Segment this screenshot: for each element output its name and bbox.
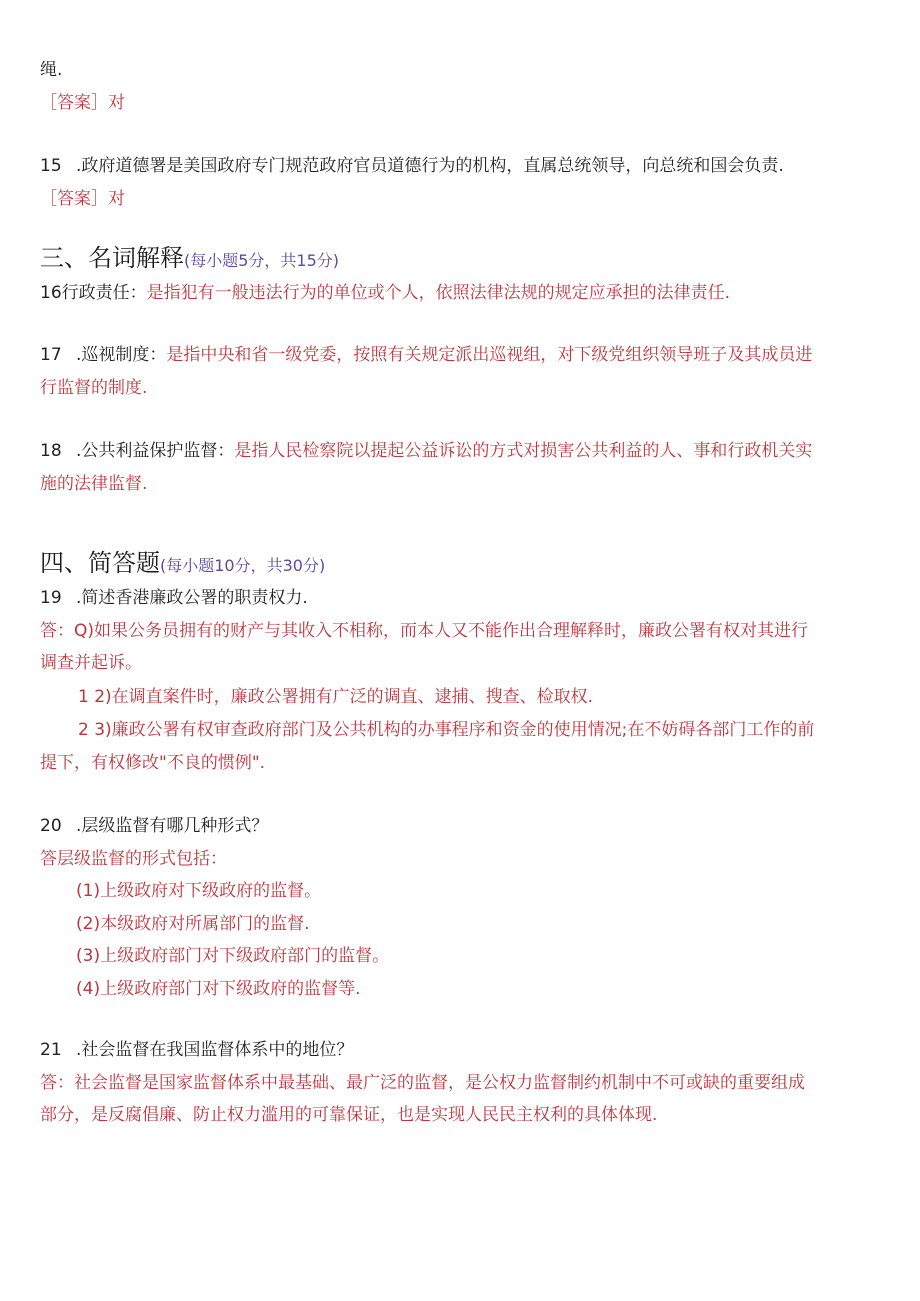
- q20-question: [40, 814, 268, 838]
- q16-definition: 是指犯有一般违法行为的单位或个人，依照法律法规的规定应承担的法律责任.: [146, 283, 731, 303]
- q15-question: [40, 154, 784, 178]
- q19-question: [40, 586, 308, 610]
- q20-number: 20: [40, 816, 62, 836]
- q15-number: 15: [40, 156, 62, 176]
- q20-answer-intro: 答层级监督的形式包括：: [40, 849, 227, 869]
- q21-question: [40, 1038, 353, 1062]
- q18-entry: [40, 439, 812, 463]
- q17-definition-cont: 行监督的制度.: [40, 378, 148, 398]
- q15-answer: ［答案］对: [40, 189, 125, 209]
- section4-note: (每小题10分，共30分): [160, 556, 326, 575]
- q19-answer-line1: 答：Q)如果公务员拥有的财产与其收入不相称，而本人又不能作出合理解释时，廉政公署有权对其进行: [40, 621, 809, 641]
- q19-answer-line2: 调查并起诉。: [40, 653, 142, 673]
- q20-item-1: (1)上级政府对下级政府的监督。: [76, 881, 322, 901]
- q18-term: .公共利益保护监督：: [76, 441, 235, 461]
- q20-item-2: (2)本级政府对所属部门的监督.: [76, 914, 310, 934]
- section3-title: 三、名词解释: [40, 244, 184, 272]
- q19-answer-line4: 2 3)廉政公署有权审查政府部门及公共机构的办事程序和资金的使用情况;在不妨碍各部门工作的前: [78, 720, 815, 740]
- q21-answer-line2: 部分，是反腐倡廉、防止权力滥用的可靠保证，也是实现人民民主权利的具体体现.: [40, 1105, 658, 1125]
- q15-text: .政府道德署是美国政府专门规范政府官员道德行为的机构，直属总统领导，向总统和国会负责.: [76, 156, 784, 176]
- q19-answer-line5: 提下，有权修改"不良的惯例".: [40, 753, 266, 773]
- q17-term: .巡视制度：: [76, 345, 167, 365]
- section4-title: 四、简答题: [40, 549, 160, 577]
- section3-heading: [40, 242, 339, 277]
- carry-over-text: 绳.: [40, 60, 63, 80]
- q17-definition: 是指中央和省一级党委，按照有关规定派出巡视组，对下级党组织领导班子及其成员进: [166, 345, 813, 365]
- q21-number: 21: [40, 1040, 62, 1060]
- q20-item-4: (4)上级政府部门对下级政府的监督等.: [76, 979, 361, 999]
- section3-note: (每小题5分，共15分): [184, 251, 340, 270]
- q18-definition-cont: 施的法律监督.: [40, 474, 148, 494]
- q17-number: 17: [40, 345, 62, 365]
- section4-heading: [40, 547, 325, 582]
- q21-answer-line1: 答：社会监督是国家监督体系中最基础、最广泛的监督，是公权力监督制约机制中不可或缺的重要组成: [40, 1073, 805, 1093]
- q16-term: 16行政责任：: [40, 283, 147, 303]
- q21-text: .社会监督在我国监督体系中的地位？: [76, 1040, 354, 1060]
- q18-definition: 是指人民检察院以提起公益诉讼的方式对损害公共利益的人、事和行政机关实: [234, 441, 813, 461]
- q18-number: 18: [40, 441, 62, 461]
- q16-entry: [40, 281, 730, 305]
- q19-answer-line3: 1 2)在调直案件时，廉政公署拥有广泛的调直、逮捕、搜查、检取权.: [78, 687, 594, 707]
- q20-item-3: (3)上级政府部门对下级政府部门的监督。: [76, 946, 390, 966]
- q20-text: .层级监督有哪几种形式？: [76, 816, 269, 836]
- q14-answer: ［答案］对: [40, 93, 125, 113]
- q17-entry: [40, 343, 812, 367]
- q19-text: .简述香港廉政公署的职责权力.: [76, 588, 308, 608]
- q19-number: 19: [40, 588, 62, 608]
